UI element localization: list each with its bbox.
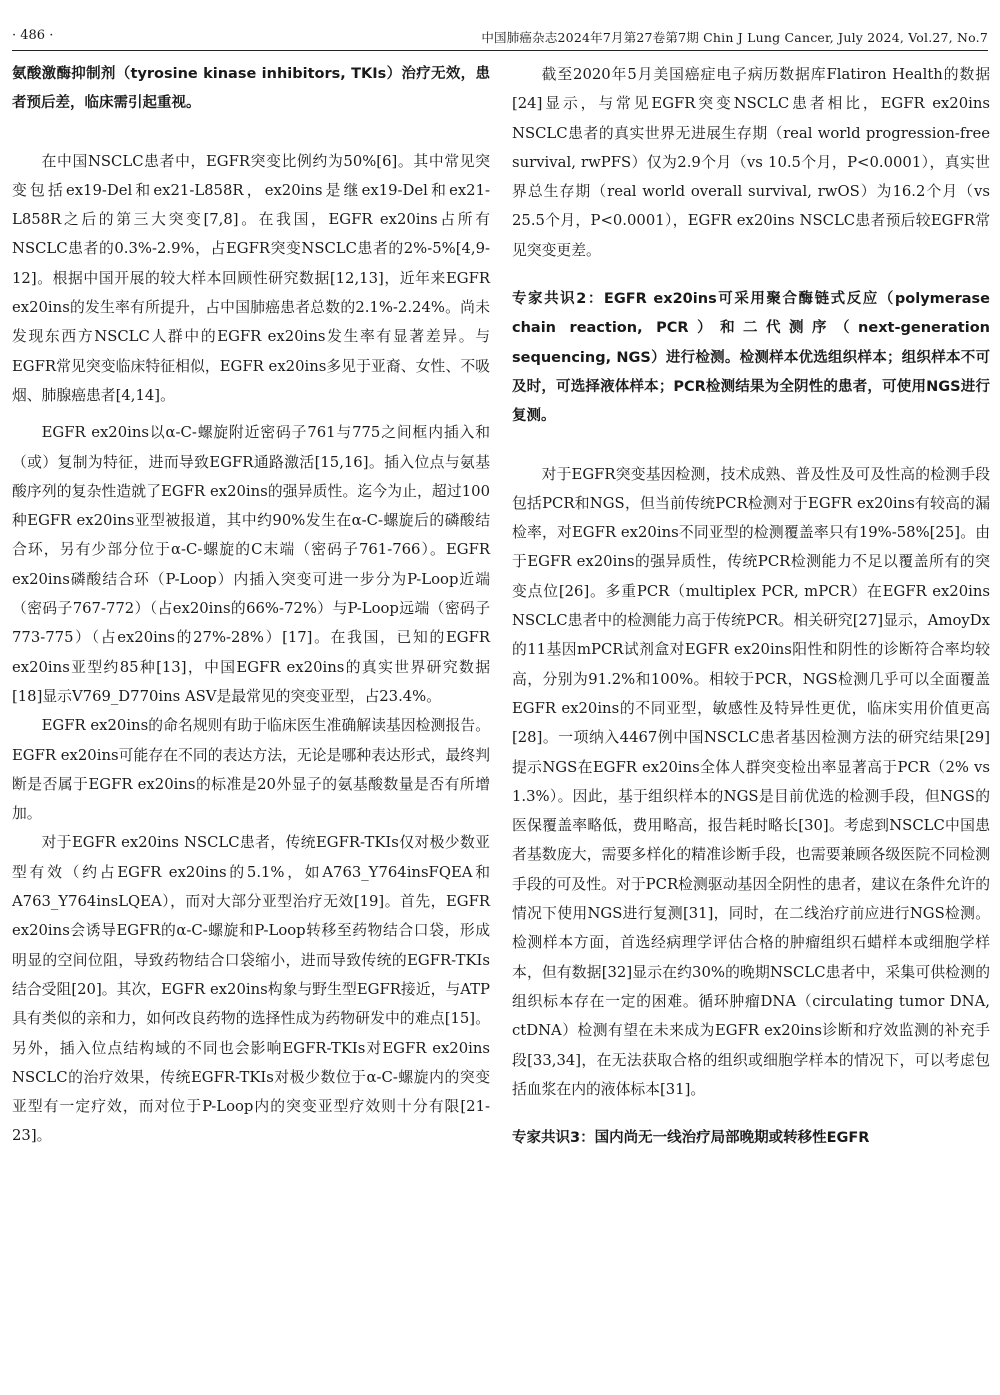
intro-bold-text: 氨酸激酶抑制剂（tyrosine kinase inhibitors, TKIs）治疗无效，患者预后差，临床需引起重视。 [12,66,490,112]
paragraph-detection-methods: 对于EGFR突变基因检测，技术成熟、普及性及可及性高的检测手段包括PCR和NGS，但当前传统PCR检测对于EGFR ex20ins有较高的漏检率，对EGFR ex20ins不同亚型的检测覆盖率只有19%-58%[25]。由于EGFR ex20ins的强异质性，传统PCR检测能力不足以覆盖所有的突变点位[26]。多重PCR（multiplex PCR, mPCR）在EGFR ex20ins NSCLC患者中的检测能力高于传统PCR。相关研究[27]显示，AmoyDx的11基因mPCR试剂盒对EGFR ex20ins阳性和阴性的诊断符合率均较高，分别为91.2%和100%。相较于PCR，NGS检测几乎可以全面覆盖EGFR ex20ins的不同亚型，敏感性及特异性更优，临床实用价值更高[28]。一项纳入4467例中国NSCLC患者基因检测方法的研究结果[29]提示NGS在EGFR ex20ins全体人群突变检出率显著高于PCR（2% vs 1.3%）。因此，基于组织样本的NGS是目前优选的检测手段，但NGS的医保覆盖率略低，费用略高，报告耗时略长[30]。考虑到NSCLC中国患者基数庞大，需要多样化的精准诊断手段，也需要兼顾各级医院不同检测手段的可及性。对于PCR检测驱动基因全阴性的患者，建议在条件允许的情况下使用NGS进行复测[31]，同时，在二线治疗前应进行NGS检测。检测样本方面，首选经病理学评估合格的肿瘤组织石蜡样本或细胞学样本，但有数据[32]显示在约30%的晚期NSCLC患者中，采集可供检测的组织标本存在一定的困难。循环肿瘤DNA（circulating tumor DNA, ctDNA）检测有望在未来成为EGFR ex20ins诊断和疗效监测的补充手段[33,34]，在无法获取合格的组织或细胞学样本的情况下，可以考虑包括血浆在内的液体标本[31]。 [512,465,990,1098]
paragraph-prevalence: 在中国NSCLC患者中，EGFR突变比例约为50%[6]。其中常见突变包括ex19-Del和ex21-L858R，ex20ins是继ex19-Del和ex21-L858R之后的第三大突变[7,8]。在我国，EGFR ex20ins占所有NSCLC患者的0.3%-2.9%，占EGFR突变NSCLC患者的2%-5%[4,9-12]。根据中国开展的较大样本回顾性研究数据[12,13]，近年来EGFR ex20ins的发生率有所提升，占中国肺癌患者总数的2.1%-2.24%。尚未发现东西方NSCLC人群中的EGFR ex20ins发生率有显著差异。与EGFR常见突变临床特征相似，EGFR ex20ins多见于亚裔、女性、不吸烟、肺腺癌患者[4,14]。 [12,152,490,404]
paragraph-insertion-subtypes: EGFR ex20ins以α-C-螺旋附近密码子761与775之间框内插入和（或）复制为特征，进而导致EGFR通路激活[15,16]。插入位点与氨基酸序列的复杂性造就了EGFR ex20ins的强异质性。迄今为止，超过100种EGFR ex20ins亚型被报道，其中约90%发生在α-C-螺旋后的磷酸结合环，另有少部分位于α-C-螺旋的C末端（密码子761-766）。EGFR ex20ins磷酸结合环（P-Loop）内插入突变可进一步分为P-Loop近端（密码子767-772）（占ex20ins的66%-72%）与P-Loop远端（密码子773-775）（占ex20ins的27%-28%）[17]。在我国，已知的EGFR ex20ins亚型约85种[13]，中国EGFR ex20ins的真实世界研究数据[18]显示V769_D770ins ASV是最常见的突变亚型，占23.4%。 [12,424,490,705]
page-header [12,24,988,51]
page-number: · 486 · [12,28,54,43]
left-column [12,60,490,1151]
right-column [512,60,990,1153]
paragraph-nomenclature: EGFR ex20ins的命名规则有助于临床医生准确解读基因检测报告。EGFR ex20ins可能存在不同的表达方法，无论是哪种表达形式，最终判断是否属于EGFR ex20ins的标准是20外显子的氨基酸数量是否有所增加。 [12,717,490,823]
paragraph-real-world-outcomes: 截至2020年5月美国癌症电子病历数据库Flatiron Health的数据[24]显示，与常见EGFR突变NSCLC患者相比，EGFR ex20ins NSCLC患者的真实世界无进展生存期（real world progression-free survival, rwPFS）仅为2.9个月（vs 10.5个月，P<0.0001），真实世界总生存期（real world overall survival, rwOS）为16.2个月（vs 25.5个月，P<0.0001），EGFR ex20ins NSCLC患者预后较EGFR常见突变更差。 [512,66,990,259]
expert-consensus-2: 专家共识2：EGFR ex20ins可采用聚合酶链式反应（polymerase chain reaction, PCR）和二代测序（next-generation sequencing, NGS）进行检测。检测样本优选组织样本；组织样本不可及时，可选择液体样本；PCR检测结果为全阴性的患者，可使用NGS进行复测。 [512,291,990,425]
paragraph-tki-resistance: 对于EGFR ex20ins NSCLC患者，传统EGFR-TKIs仅对极少数亚型有效（约占EGFR ex20ins的5.1%，如A763_Y764insFQEA和A763_Y764insLQEA），而对大部分亚型治疗无效[19]。首先，EGFR ex20ins会诱导EGFR的α-C-螺旋和P-Loop转移至药物结合口袋，形成明显的空间位阻，导致药物结合口袋缩小，进而导致传统的EGFR-TKIs结合受阻[20]。其次，EGFR ex20ins构象与野生型EGFR接近，与ATP具有类似的亲和力，如何改良药物的选择性成为药物研发中的难点[15]。另外，插入位点结构域的不同也会影响EGFR-TKIs对EGFR ex20ins NSCLC的治疗效果，传统EGFR-TKIs对极少数位于α-C-螺旋内的突变亚型有一定疗效，而对位于P-Loop内的突变亚型疗效则十分有限[21-23]。 [12,834,490,1145]
journal-running-header: 中国肺癌杂志2024年7月第27卷第7期 Chin J Lung Cancer, July 2024, Vol.27, No.7 [481,30,988,45]
expert-consensus-3: 专家共识3：国内尚无一线治疗局部晚期或转移性EGFR [512,1130,870,1147]
